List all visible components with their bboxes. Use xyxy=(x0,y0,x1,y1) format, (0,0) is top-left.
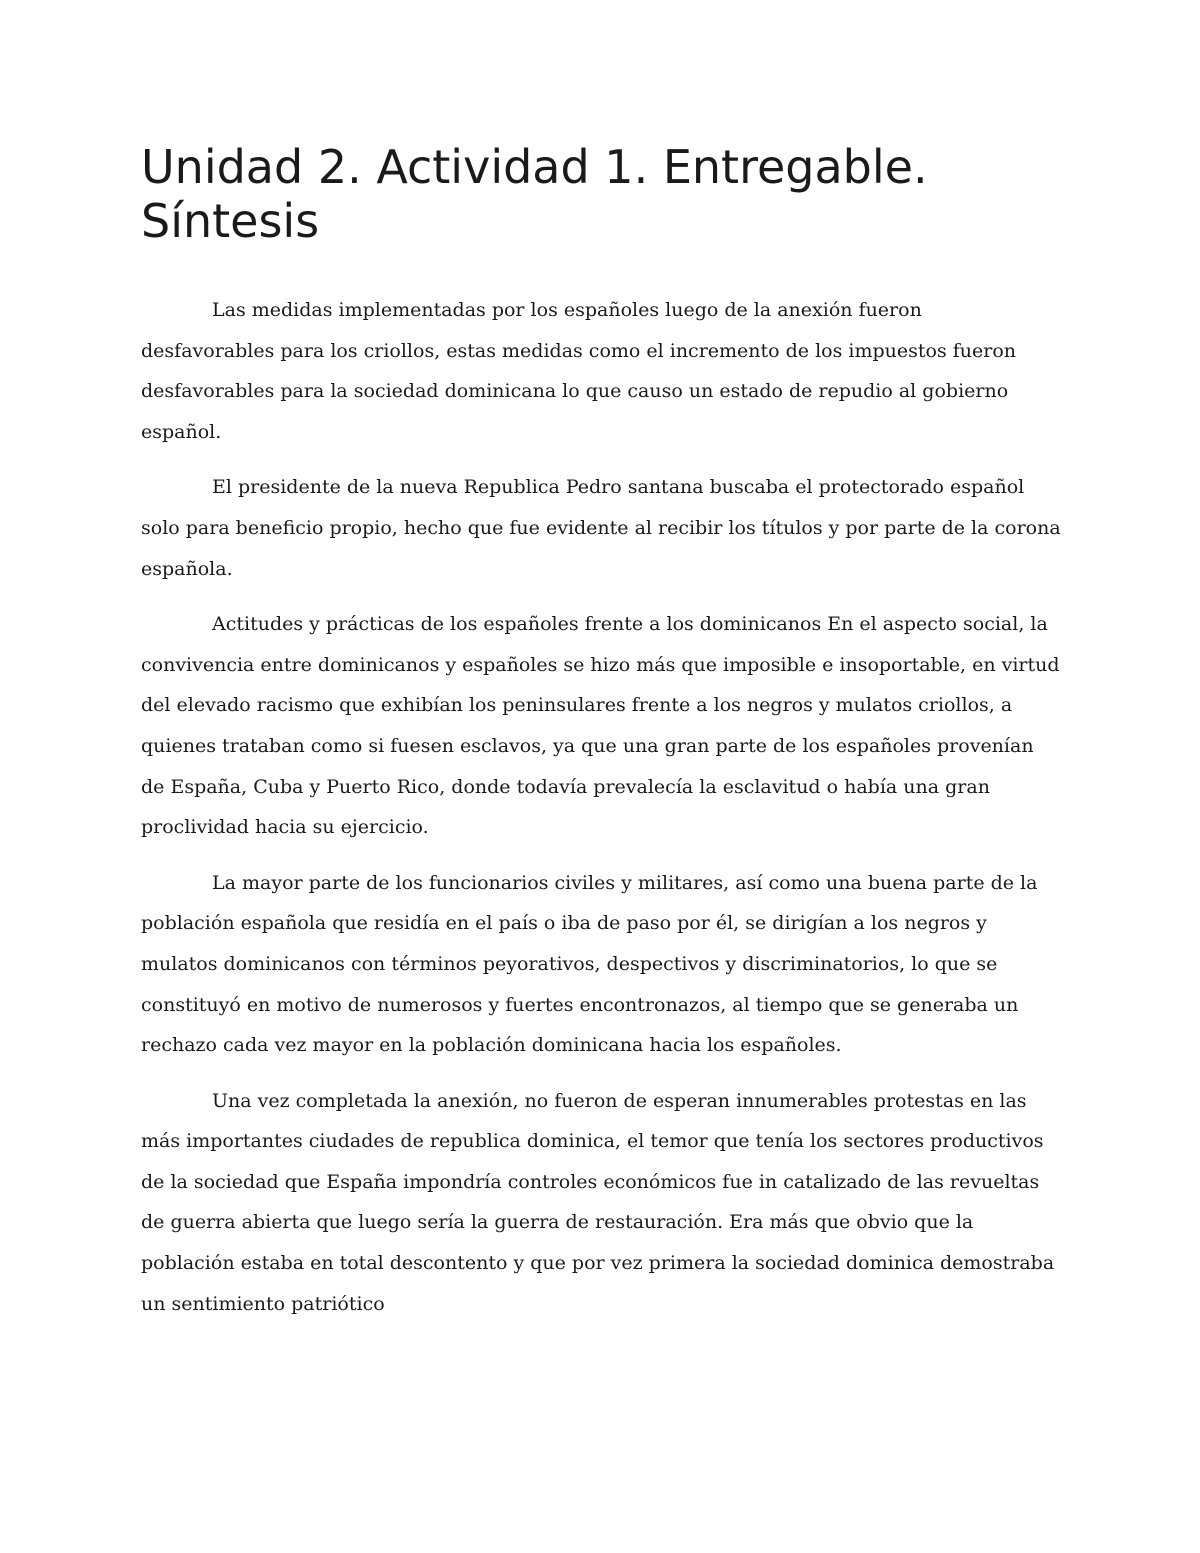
document-title: Unidad 2. Actividad 1. Entregable. Síntesis xyxy=(141,140,928,248)
paragraph-3: Actitudes y prácticas de los españoles frente a los dominicanos En el aspecto social, la convivencia entre dominicanos y españoles se hizo más que imposible e insoportable, en virtud del elevado racismo que exhibían los peninsulares frente a los negros y mulatos criollos, a quienes trataban como si fuesen esclavos, ya que una gran parte de los españoles provenían de España, Cuba y Puerto Rico, donde todavía prevalecía la esclavitud o había una gran proclividad hacia su ejercicio. xyxy=(141,613,1060,839)
paragraph-4: La mayor parte de los funcionarios civiles y militares, así como una buena parte de la población española que residía en el país o iba de paso por él, se dirigían a los negros y mulatos dominicanos con términos peyorativos, despectivos y discriminatorios, lo que se constituyó en motivo de numerosos y fuertes encontronazos, al tiempo que se generaba un rechazo cada vez mayor en la población dominicana hacia los españoles. xyxy=(141,871,1038,1057)
document-body xyxy=(141,290,1061,1339)
paragraph-2: El presidente de la nueva Republica Pedro santana buscaba el protectorado español solo para beneficio propio, hecho que fue evidente al recibir los títulos y por parte de la corona española. xyxy=(141,476,1061,580)
paragraph-5: Una vez completada la anexión, no fueron de esperan innumerables protestas en las más importantes ciudades de republica dominica, el temor que tenía los sectores productivos de la sociedad que España impondría controles económicos fue in catalizado de las revueltas de guerra abierta que luego sería la guerra de restauración. Era más que obvio que la población estaba en total descontento y que por vez primera la sociedad dominica demostraba un sentimiento patriótico xyxy=(141,1089,1055,1315)
paragraph-1: Las medidas implementadas por los españoles luego de la anexión fueron desfavorables para los criollos, estas medidas como el incremento de los impuestos fueron desfavorables para la sociedad dominicana lo que causo un estado de repudio al gobierno español. xyxy=(141,299,1017,443)
